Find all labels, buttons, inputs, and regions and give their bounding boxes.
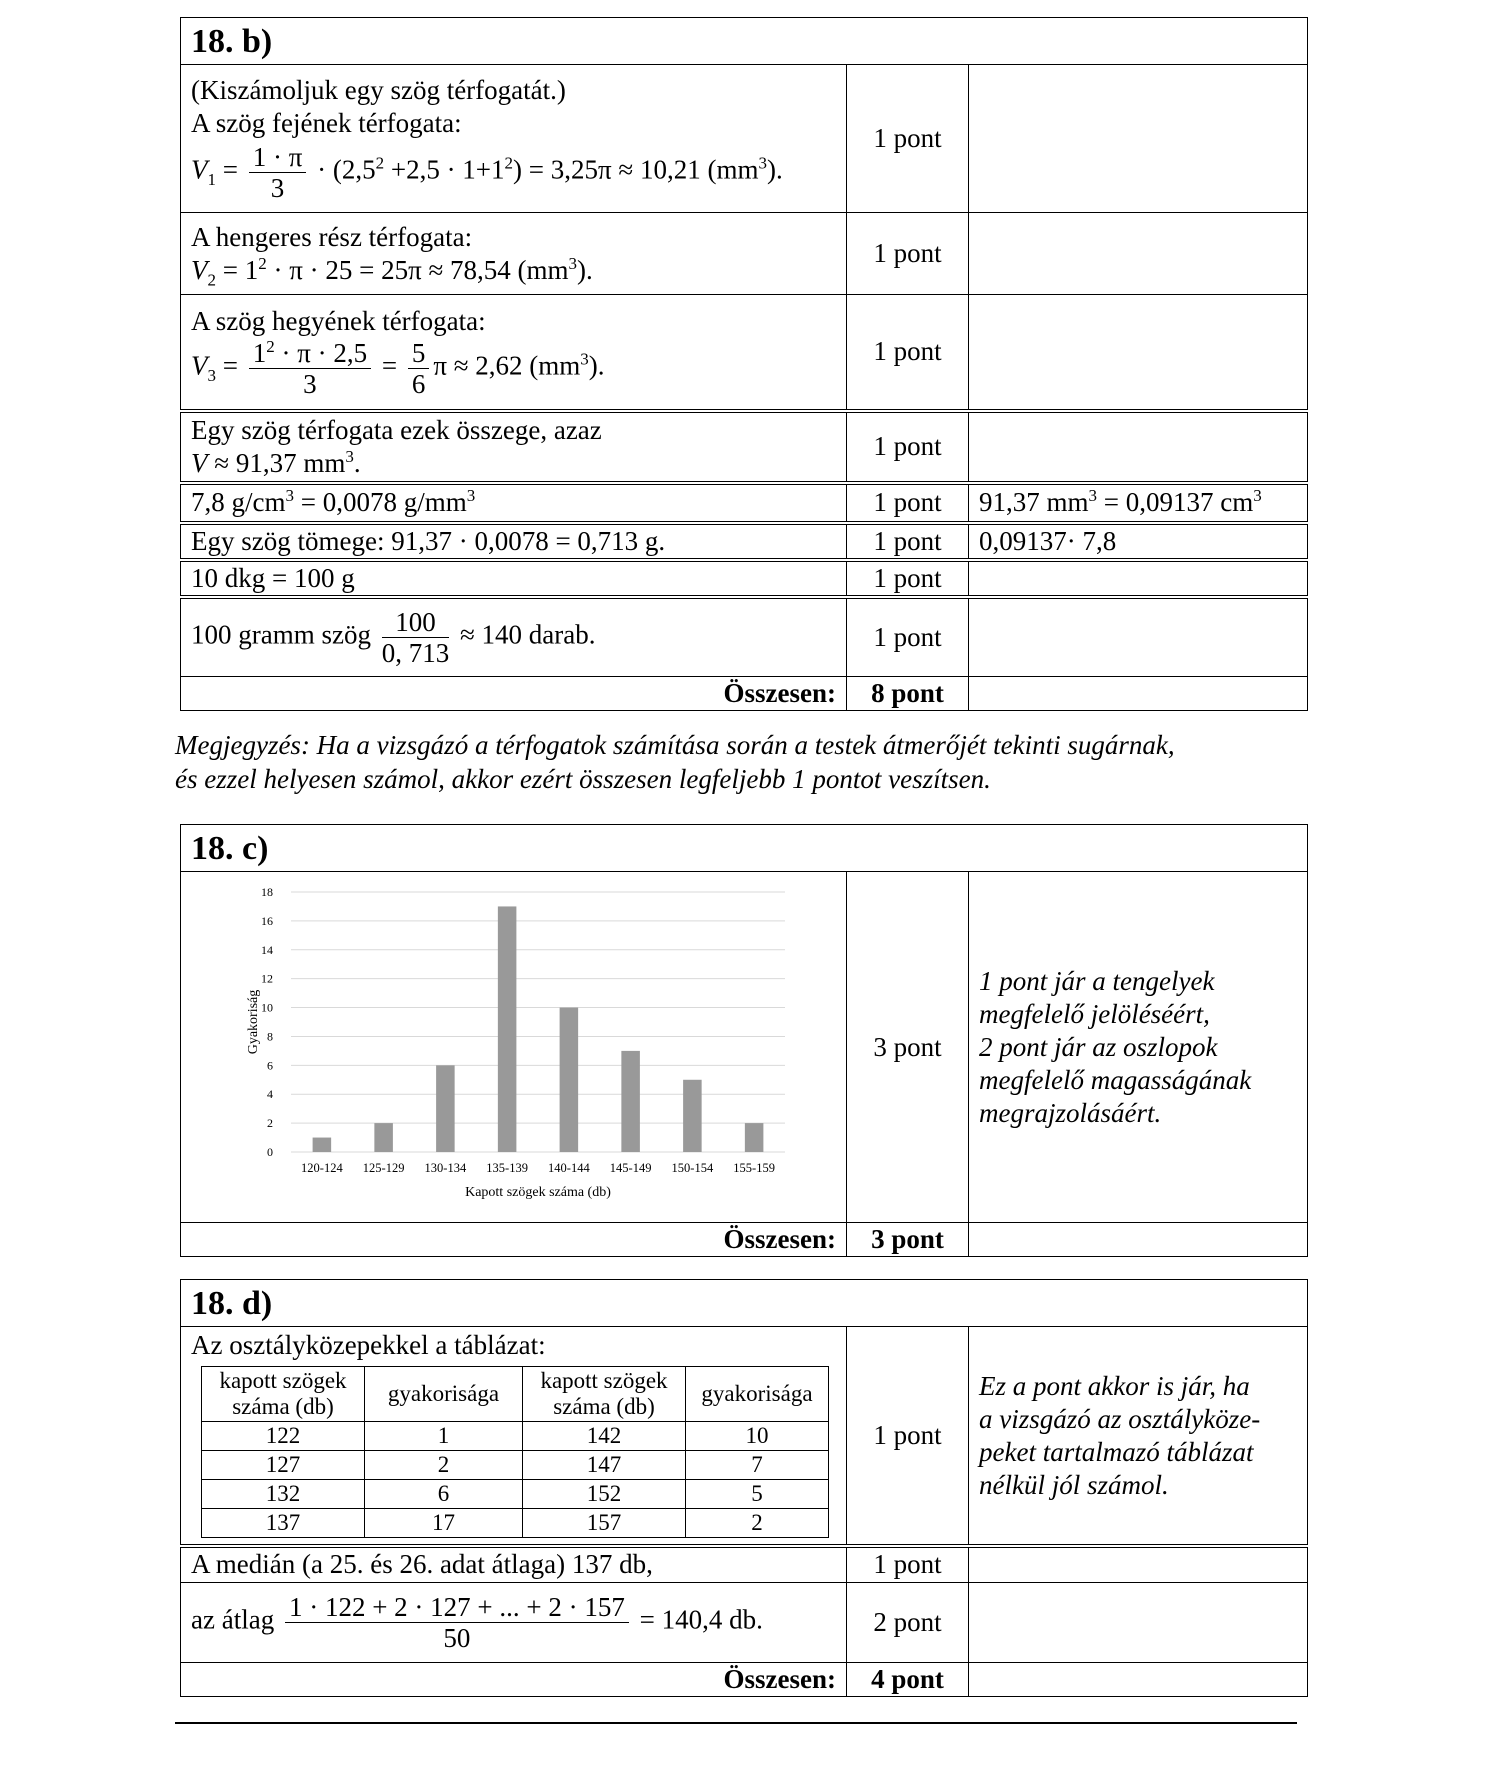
points-cell: 1 pont (847, 597, 969, 677)
bar (560, 1008, 579, 1152)
cylinder-volume-cell (181, 213, 847, 295)
formula-v2: $V_2 = 1^2 \cdot \pi \cdot 25 = 25\pi \approx 78,54$ $(mm^3)$. (191, 253, 593, 289)
table-cell (181, 1327, 847, 1547)
formula-v: V ≈ 91,37 $mm^3$. (191, 446, 361, 478)
table-header: gyakorisága (686, 1367, 829, 1422)
table-header: kapott szögek száma (db) (202, 1367, 365, 1422)
x-tick-label: 150-154 (671, 1161, 714, 1175)
note-line: és ezzel helyesen számol, akkor ezért összesen legfeljebb 1 pontot veszítsen. (175, 764, 991, 794)
note (175, 728, 1325, 796)
y-tick-label: 10 (261, 1000, 273, 1015)
remark-line: 2 pont jár az oszlopok (979, 1031, 1218, 1062)
total-label: Összesen: (181, 1662, 847, 1696)
note-line: Megjegyzés: Ha a vizsgázó a térfogatok számítása során a testek átmerőjét tekinti sugárnak, (175, 730, 1175, 760)
remark-line: megfelelő jelöléséért, (979, 998, 1210, 1029)
points-cell: 1 pont (847, 560, 969, 597)
y-tick-label: 18 (261, 885, 273, 899)
remark-cell (969, 872, 1308, 1223)
points-cell: 1 pont (847, 1546, 969, 1582)
remark-line: 1 pont jár a tengelyek (979, 965, 1215, 996)
bar (313, 1138, 332, 1152)
formula-v1: $V_1$ = $\frac{1 \cdot \pi}{3}$ · $(2,5^2 +2,5 \cdot 1+1^2) = 3,25\pi \approx 10,21$ $(mm^3)$. (191, 142, 783, 203)
points-cell: 2 pont (847, 1582, 969, 1662)
remark-cell (969, 677, 1308, 711)
y-tick-label: 16 (261, 913, 273, 928)
table-row: 132 6 152 5 (202, 1480, 829, 1509)
intro-text: Az osztályközepekkel a táblázat: (191, 1330, 546, 1360)
density-cell: 7,8 $g/cm^3 = 0,0078$ $g/mm^3$ (181, 483, 847, 523)
remark-line: peket tartalmazó táblázat (979, 1436, 1254, 1467)
points-cell: 3 pont (847, 872, 969, 1223)
remark-cell (969, 560, 1308, 597)
remark-cell (969, 65, 1308, 213)
remark-line: a vizsgázó az osztályköze- (979, 1403, 1261, 1434)
y-axis-label: Gyakoriság (246, 989, 261, 1055)
table-row: 127 2 147 7 (202, 1451, 829, 1480)
mass-cell: Egy szög tömege: 91,37 · 0,0078 = 0,713 g. (181, 523, 847, 560)
remark-cell (969, 1223, 1308, 1257)
x-tick-label: 140-144 (548, 1161, 590, 1175)
text-line: A hengeres rész térfogata: (191, 221, 473, 252)
median-cell: A medián (a 25. és 26. adat átlaga) 137 db, (181, 1546, 847, 1582)
formula-v3: $V_3$ = $\frac{1^2 \cdot \pi \cdot 2,5}{3}$ = $\frac{5}{6}$ π ≈ 2,62 $(mm^3)$. (191, 336, 605, 399)
section-title: 18. b) (181, 18, 1308, 65)
x-tick-label: 135-139 (486, 1161, 528, 1175)
remark-cell: 91,37 $mm^3 = 0,09137$ $cm^3$ (969, 483, 1308, 523)
histogram-chart (181, 872, 847, 1214)
count-cell: 100 gramm szög $\frac{100}{0, 713}$ ≈ 140 darab. (181, 597, 847, 677)
remark-cell (969, 1662, 1308, 1696)
remark-cell: 0,09137· 7,8 (969, 523, 1308, 560)
remark-cell (969, 1582, 1308, 1662)
x-tick-label: 155-159 (733, 1161, 775, 1175)
points-cell: 1 pont (847, 1327, 969, 1547)
total-points: 8 pont (847, 677, 969, 711)
section-title: 18. c) (181, 825, 1308, 872)
remark-line: megrajzolásáért. (979, 1097, 1162, 1128)
y-tick-label: 4 (267, 1087, 273, 1102)
points-cell: 1 pont (847, 411, 969, 483)
table-row: 122 1 142 10 (202, 1422, 829, 1451)
bar (436, 1065, 455, 1152)
y-tick-label: 12 (261, 971, 273, 986)
x-axis-label: Kapott szögek száma (db) (465, 1185, 611, 1200)
bar (683, 1080, 702, 1152)
bottom-rule (175, 1722, 1297, 1724)
text-line: A szög fejének térfogata: (191, 108, 462, 138)
remark-cell (969, 213, 1308, 295)
remark-line: Ez a pont akkor is jár, ha (979, 1370, 1250, 1401)
midpoint-table (201, 1366, 829, 1538)
remark-cell (969, 295, 1308, 411)
x-tick-label: 125-129 (362, 1161, 405, 1175)
y-tick-label: 14 (261, 942, 273, 957)
points-cell: 1 pont (847, 483, 969, 523)
section-18d (180, 1279, 1308, 1697)
sum-volume-cell (181, 411, 847, 483)
tip-volume-cell (181, 295, 847, 411)
total-points: 4 pont (847, 1662, 969, 1696)
remark-cell (969, 1546, 1308, 1582)
text-line: Egy szög térfogata ezek összege, azaz (191, 414, 602, 445)
remark-cell (969, 597, 1308, 677)
total-points: 3 pont (847, 1223, 969, 1257)
total-label: Összesen: (181, 1223, 847, 1257)
y-tick-label: 6 (267, 1058, 273, 1073)
table-header: kapott szögek száma (db) (523, 1367, 686, 1422)
average-cell: az átlag $\frac{1 \cdot 122 + 2 \cdot 127 + ... + 2 \cdot 157}{50}$ = 140,4 db. (181, 1582, 847, 1662)
x-tick-label: 130-134 (424, 1161, 467, 1175)
section-title: 18. d) (181, 1280, 1308, 1327)
table-header: gyakorisága (365, 1367, 523, 1422)
section-18c (180, 824, 1308, 1257)
y-tick-label: 2 (267, 1116, 273, 1131)
head-volume-cell (181, 65, 847, 213)
points-cell: 1 pont (847, 65, 969, 213)
y-tick-label: 0 (267, 1145, 273, 1159)
remark-cell (969, 1327, 1308, 1547)
bar (621, 1051, 640, 1152)
points-cell: 1 pont (847, 295, 969, 411)
section-18b (180, 17, 1308, 711)
x-tick-label: 145-149 (609, 1161, 652, 1175)
remark-line: nélkül jól számol. (979, 1469, 1169, 1500)
remark-cell (969, 411, 1308, 483)
conversion-cell: 10 dkg = 100 g (181, 560, 847, 597)
points-cell: 1 pont (847, 523, 969, 560)
bar (374, 1123, 393, 1152)
x-tick-label: 120-124 (301, 1161, 343, 1175)
y-tick-label: 8 (267, 1029, 273, 1044)
total-label: Összesen: (181, 677, 847, 711)
text-line: A szög hegyének térfogata: (191, 305, 486, 336)
points-cell: 1 pont (847, 213, 969, 295)
remark-line: megfelelő magasságának (979, 1064, 1252, 1095)
bar (498, 906, 517, 1152)
bar (745, 1123, 764, 1152)
text-line: (Kiszámoljuk egy szög térfogatát.) (191, 75, 566, 105)
chart-cell (181, 872, 847, 1223)
table-row: 137 17 157 2 (202, 1509, 829, 1538)
